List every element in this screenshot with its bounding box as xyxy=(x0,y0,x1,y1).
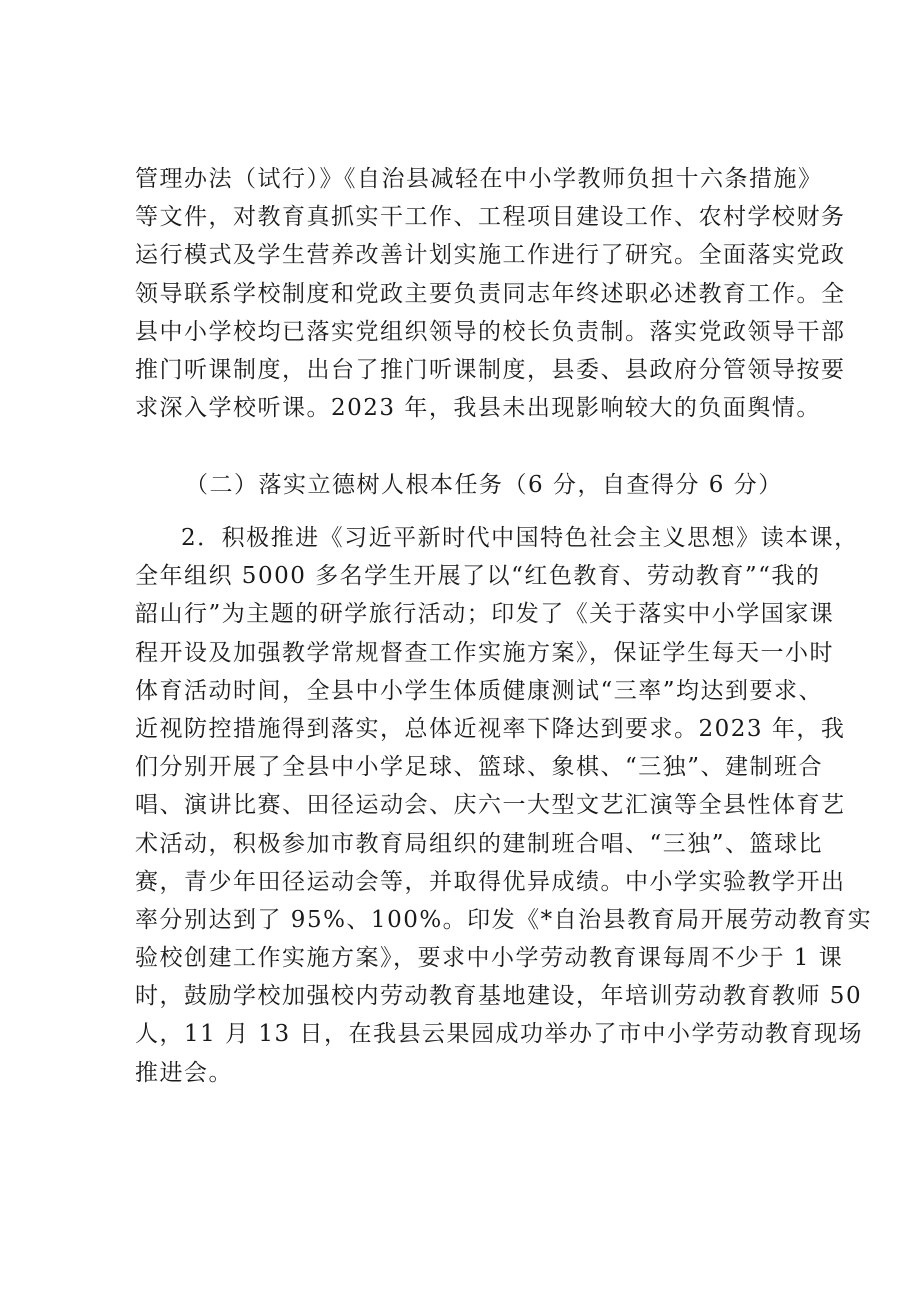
text-line: 唱、演讲比赛、田径运动会、庆六一大型文艺汇演等全县性体育艺 xyxy=(135,792,846,819)
text-line: 领导联系学校制度和党政主要负责同志年终述职必述教育工作。全 xyxy=(135,280,846,307)
text-line: 程开设及加强教学常规督查工作实施方案》，保证学生每天一小时 xyxy=(135,639,834,666)
text-line: 们分别开展了全县中小学足球、篮球、象棋、“三独”、建制班合 xyxy=(135,754,824,781)
text-line: 时，鼓励学校加强校内劳动教育基地建设，年培训劳动教育教师 50 xyxy=(135,983,863,1010)
paragraph-leadership xyxy=(135,160,846,427)
text-line: 韶山行”为主题的研学旅行活动；印发了《关于落实中小学国家课 xyxy=(135,601,835,628)
text-line: 运行模式及学生营养改善计划实施工作进行了研究。全面落实党政 xyxy=(135,242,846,269)
text-line: 2．积极推进《习近平新时代中国特色社会主义思想》读本课， xyxy=(181,525,859,551)
text-line: 管理办法（试行）》《自治县减轻在中小学教师负担十六条措施》 xyxy=(135,166,823,192)
text-line: 赛，青少年田径运动会等，并取得优异成绩。中小学实验教学开出 xyxy=(135,868,846,895)
text-line: 术活动，积极参加市教育局组织的建制班合唱、“三独”、篮球比 xyxy=(135,830,824,857)
section-heading: （二）落实立德树人根本任务（6 分，自查得分 6 分） xyxy=(185,472,783,498)
text-line: 推进会。 xyxy=(135,1059,233,1086)
text-line: 验校创建工作实施方案》，要求中小学劳动教育课每周不少于 1 课 xyxy=(135,945,844,972)
text-line: 率分别达到了 95%、100%。印发《*自治县教育局开展劳动教育实 xyxy=(135,906,873,933)
text-line: 推门听课制度，出台了推门听课制度，县委、县政府分管领导按要 xyxy=(135,356,846,383)
text-line: 全年组织 5000 多名学生开展了以“红色教育、劳动教育”“我的 xyxy=(135,563,821,590)
text-line: 体育活动时间，全县中小学生体质健康测试“三率”均达到要求、 xyxy=(135,677,824,704)
paragraph-moral-education xyxy=(135,519,873,1092)
text-line: 近视防控措施得到落实，总体近视率下降达到要求。2023 年，我 xyxy=(135,715,846,742)
text-line: 求深入学校听课。2023 年，我县未出现影响较大的负面舆情。 xyxy=(135,395,821,422)
text-line: 县中小学校均已落实党组织领导的校长负责制。落实党政领导干部 xyxy=(135,318,846,345)
text-line: 等文件，对教育真抓实干工作、工程项目建设工作、农村学校财务 xyxy=(135,204,846,231)
text-line: 人，11 月 13 日，在我县云果园成功举办了市中小学劳动教育现场 xyxy=(135,1021,863,1048)
